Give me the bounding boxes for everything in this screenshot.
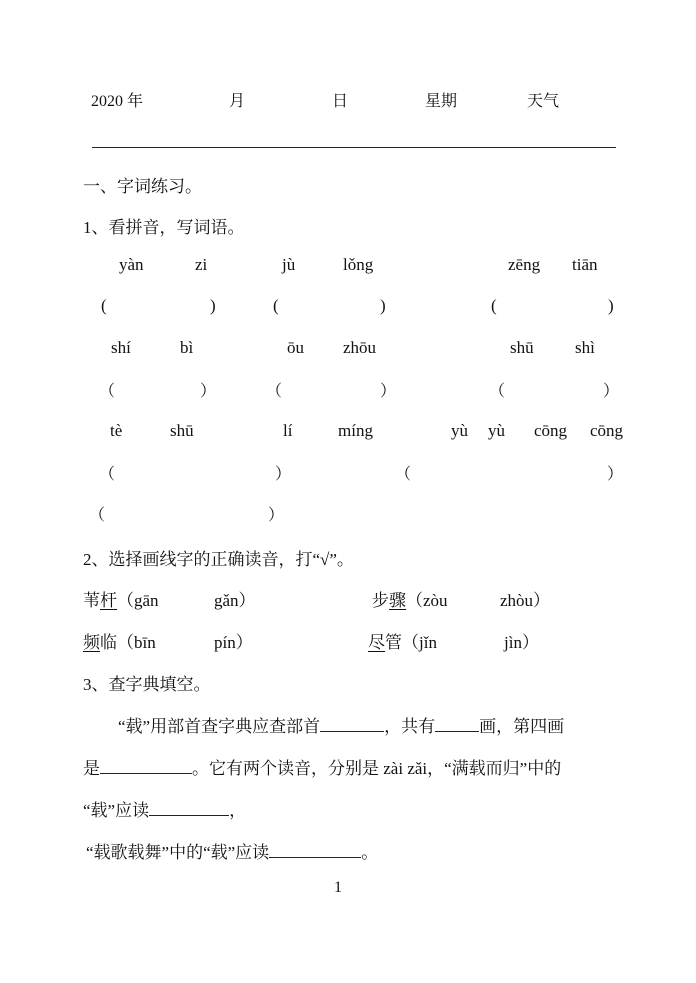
q2-option-a[interactable]: （bīn — [117, 633, 156, 652]
answer-paren-open: （ — [89, 507, 106, 524]
answer-paren-open: ( — [101, 296, 107, 315]
fill-blank[interactable] — [149, 799, 229, 816]
pinyin: tè — [110, 421, 123, 440]
fill-blank[interactable] — [320, 715, 384, 732]
answer-paren-open: （ — [99, 466, 116, 483]
q2-option-a[interactable]: （jǐn — [402, 633, 437, 652]
q3-text: 画，第四画 — [479, 717, 565, 736]
answer-paren-close: ） — [607, 466, 624, 483]
pinyin: cōng — [534, 421, 568, 440]
q2-item-2 — [372, 586, 448, 611]
page-number: 1 — [334, 879, 342, 896]
pinyin: lǒng — [343, 255, 374, 274]
q2-item-4 — [368, 628, 437, 653]
q1-title: 1、看拼音，写词语。 — [83, 218, 245, 237]
q2-item-1 — [83, 586, 159, 611]
pinyin: míng — [338, 421, 373, 440]
answer-paren-close: ) — [380, 296, 386, 315]
header-day: 日 — [332, 93, 349, 110]
q3-text: “载”用部首查字典应查部首 — [118, 717, 321, 736]
pinyin: yù — [488, 421, 505, 440]
answer-paren-open: （ — [395, 466, 412, 483]
pinyin: yàn — [119, 255, 144, 274]
header-year: 2020 年 — [91, 93, 144, 110]
q2-option-b[interactable]: jìn） — [504, 633, 539, 652]
answer-paren-close: ） — [380, 383, 397, 400]
q2-underlined-char: 骤 — [389, 591, 406, 610]
pinyin: zēng — [508, 255, 541, 274]
answer-paren-close: ） — [268, 507, 285, 524]
pinyin: lí — [283, 421, 293, 440]
pinyin: zi — [195, 255, 208, 274]
q2-word-char: 步 — [372, 591, 389, 610]
answer-paren-close: ） — [603, 383, 620, 400]
header-month: 月 — [229, 93, 246, 110]
pinyin: shí — [111, 338, 131, 357]
q3-line-1 — [118, 712, 564, 737]
q3-text: 是 — [83, 759, 100, 778]
q3-text: ，共有 — [384, 717, 436, 736]
q2-word-char: 管 — [385, 633, 402, 652]
answer-paren-open: （ — [489, 383, 506, 400]
header-weekday: 星期 — [425, 93, 458, 110]
q3-text: 。 — [361, 843, 379, 862]
q2-title: 2、选择画线字的正确读音，打“√”。 — [83, 550, 354, 569]
q3-line-3 — [83, 796, 246, 821]
q3-line-2 — [83, 754, 561, 779]
answer-paren-open: ( — [491, 296, 497, 315]
answer-paren-close: ) — [608, 296, 614, 315]
answer-paren-open: （ — [99, 383, 116, 400]
q2-underlined-char: 杆 — [100, 591, 117, 610]
fill-blank[interactable] — [435, 715, 479, 732]
answer-paren-open: ( — [273, 296, 279, 315]
pinyin: shì — [575, 338, 595, 357]
pinyin: yù — [451, 421, 468, 440]
pinyin: zhōu — [343, 338, 377, 357]
q2-option-a[interactable]: （zòu — [406, 591, 448, 610]
pinyin: ōu — [287, 338, 304, 357]
answer-paren-open: （ — [266, 383, 283, 400]
pinyin: shū — [170, 421, 194, 440]
q2-word-char: 苇 — [83, 591, 100, 610]
pinyin: jù — [282, 255, 296, 274]
pinyin: cōng — [590, 421, 624, 440]
q2-option-b[interactable]: pín） — [214, 633, 253, 652]
fill-blank[interactable] — [269, 841, 361, 858]
q2-word-char: 临 — [100, 633, 117, 652]
pinyin: tiān — [572, 255, 598, 274]
section-title: 一、字词练习。 — [83, 177, 202, 196]
fill-blank[interactable] — [100, 757, 192, 774]
q3-text: ， — [229, 801, 247, 820]
header-divider — [92, 147, 616, 148]
answer-paren-close: ) — [210, 296, 216, 315]
answer-paren-close: ） — [275, 466, 292, 483]
q3-text: “载歌载舞”中的“载”应读 — [86, 843, 270, 862]
q3-title: 3、查字典填空。 — [83, 675, 211, 694]
q3-line-4 — [86, 838, 378, 863]
q2-option-b[interactable]: zhòu） — [500, 591, 551, 610]
q2-option-a[interactable]: （gān — [117, 591, 159, 610]
q2-underlined-char: 尽 — [368, 633, 385, 652]
header-weather: 天气 — [527, 93, 560, 110]
pinyin: bì — [180, 338, 194, 357]
answer-paren-close: ） — [200, 383, 217, 400]
q2-underlined-char: 频 — [83, 633, 100, 652]
q2-option-b[interactable]: gǎn） — [214, 591, 256, 610]
q2-item-3 — [83, 628, 156, 653]
pinyin: shū — [510, 338, 534, 357]
q3-text: 。它有两个读音，分别是 zài zǎi，“满载而归”中的 — [192, 759, 562, 778]
q3-text: “载”应读 — [83, 801, 150, 820]
